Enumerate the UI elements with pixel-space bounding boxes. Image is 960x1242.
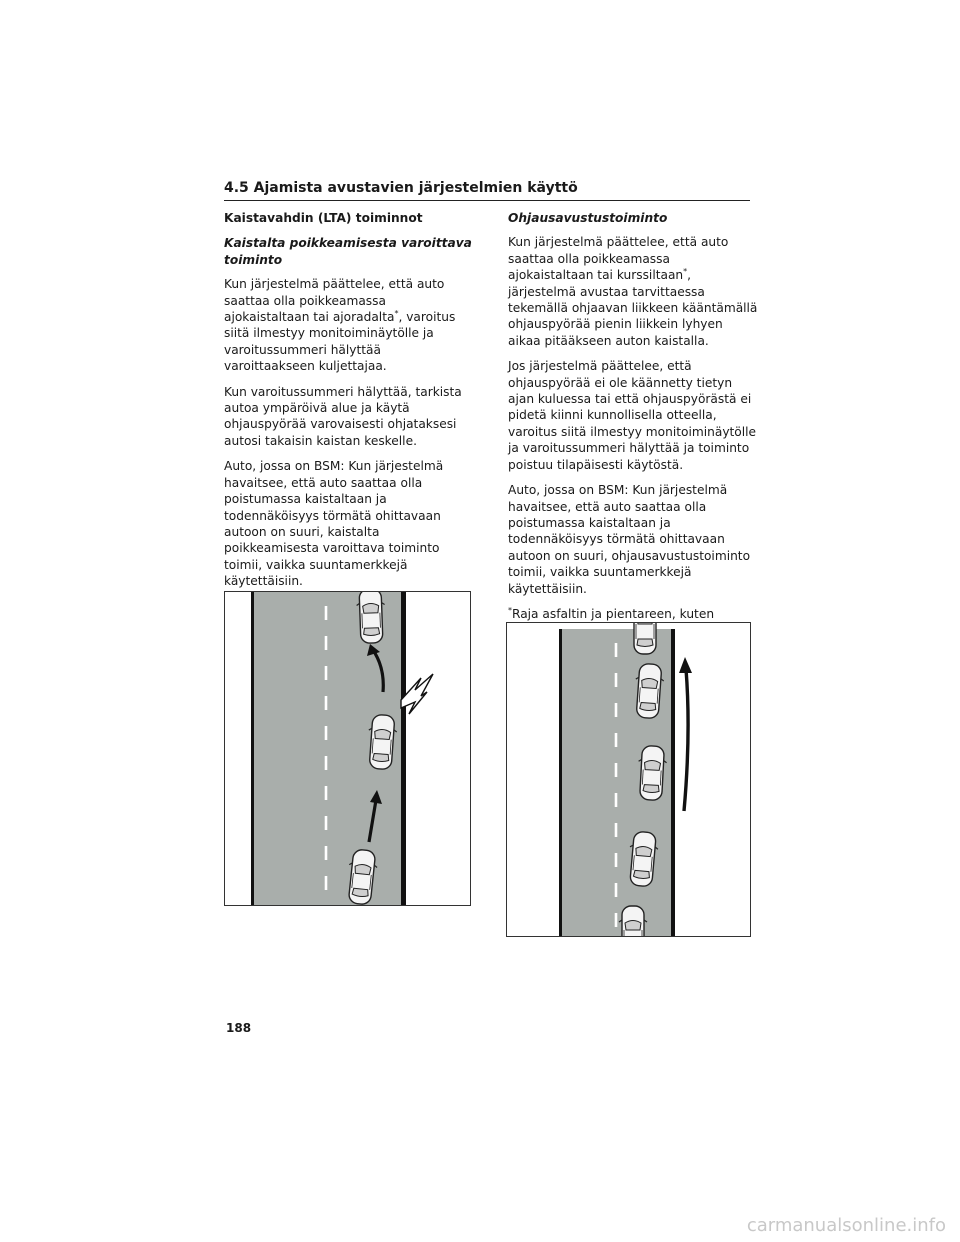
left-column: [224, 210, 474, 657]
lane-departure-svg: [225, 592, 470, 905]
right-paragraph-3: Auto, jossa on BSM: Kun järjestelmä havaitsee, että auto saattaa olla poistumassa kaistaltaan ja todennäköisyys törmätä ohittavaan autoon on suuri, ohjausavustustoiminto toimii, vaikka suuntamerkkejä käytettäisiin.: [508, 483, 751, 596]
page-number: 188: [226, 1021, 252, 1035]
footnote-marker: *: [683, 267, 688, 277]
steering-assist-svg: [507, 623, 750, 936]
right-footnote: *Raja asfaltin ja pientareen, kuten: [508, 605, 715, 621]
section-heading: Kaistavahdin (LTA) toiminnot: [224, 211, 423, 225]
car-ahead: [356, 592, 386, 643]
section-header: 4.5 Ajamista avustavien järjestelmien käyttö: [224, 180, 750, 201]
watermark-text: carmanualsonline.info: [746, 1215, 946, 1236]
road-edge-right: [671, 629, 675, 936]
road-edge-left: [559, 629, 562, 936]
road-edge-left: [251, 592, 254, 905]
footnote-marker: *: [394, 308, 399, 318]
left-paragraph-3: Auto, jossa on BSM: Kun järjestelmä havaitsee, että auto saattaa olla poistumassa kaistaltaan ja todennäköisyys törmätä ohittavaan autoon on suuri, kaistalta poikkeamisesta varoittava toiminto toimii, vaikka suuntamerkkejä käytettäisiin.: [224, 459, 444, 589]
steering-assist-illustration: [506, 622, 751, 937]
left-paragraph-2: Kun varoitussummeri hälyttää, tarkista autoa ympäröivä alue ja käytä ohjauspyörää varovaisesti ohjataksesi autosi takaisin kaistan keskelle.: [224, 384, 462, 448]
footnote-marker: *: [508, 605, 512, 615]
steering-arrow: [684, 669, 688, 811]
arrow-head-icon: [679, 657, 692, 673]
lane-departure-subheading: Kaistalta poikkeamisesta varoittava toiminto: [224, 236, 472, 267]
right-column: [508, 210, 758, 664]
car-bottom-partial: [619, 906, 647, 936]
steering-assist-subheading: Ohjausavustustoiminto: [508, 211, 668, 225]
road-edge-right: [401, 592, 406, 905]
lane-departure-illustration: [224, 591, 471, 906]
right-paragraph-1: Kun järjestelmä päättelee, että auto saattaa olla poikkeamassa ajokaistaltaan tai kurssiltaan*, järjestelmä avustaa tarvittaessa tekemällä ohjaavan liikkeen kääntämällä ohjauspyörää pienin liikkein lyhyen aikaa pitääkseen auton kaistalla.: [508, 235, 758, 348]
left-paragraph-1: Kun järjestelmä päättelee, että auto saattaa olla poikkeamassa ajokaistaltaan tai ajoradalta*, varoitus siitä ilmestyy monitoiminäytölle ja varoitussummeri hälyttää varoittaakseen kuljettajaa.: [224, 277, 456, 374]
car-top-partial: [631, 623, 659, 654]
right-paragraph-2: Jos järjestelmä päättelee, että ohjauspyörää ei ole käännetty tietyn ajan kuluessa tai että ohjauspyörästä ei pidetä kiinni kunnollisella otteella, varoitus siitä ilmestyy monitoiminäytölle ja varoitussummeri hälyttää ja toiminto poistuu tilapäisesti käytöstä.: [508, 359, 757, 472]
